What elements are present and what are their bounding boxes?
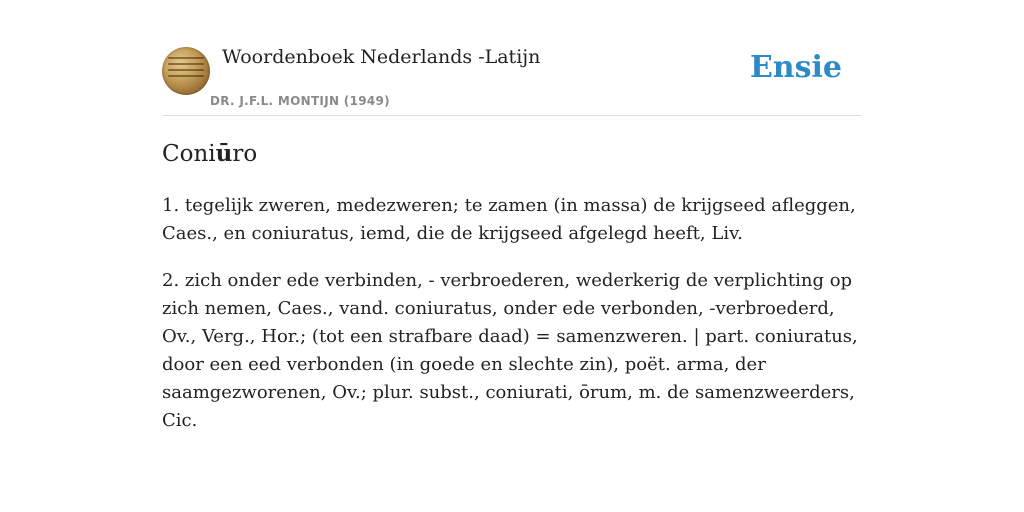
definition-1: 1. tegelijk zweren, medezweren; te zamen (in massa) de krijgseed afleggen, Caes., en coniuratus, iemd, die de krijgseed afgelegd heeft, Liv. [162, 195, 856, 244]
book-author: DR. J.F.L. MONTIJN (1949) [210, 94, 390, 108]
entry-title-end: ro [232, 141, 258, 167]
entry-title-accent: ū [215, 140, 233, 167]
entry-title [162, 140, 257, 167]
logo-inscription [168, 57, 204, 85]
book-title[interactable]: Woordenboek Nederlands -Latijn [222, 46, 541, 68]
ensie-brand-link[interactable]: Ensie [749, 50, 842, 85]
definition-2: 2. zich onder ede verbinden, - verbroederen, wederkerig de verplichting op zich nemen, Caes., vand. coniuratus, onder ede verbonden, -verbroederd, Ov., Verg., Hor.; (tot een strafbare daad) = samenzweren. | part. coniuratus, door een eed verbonden (in goede en slechte zin), poët. arma, der saamgezworenen, Ov.; plur. subst., coniurati, ōrum, m. de samenzweerders, Cic. [162, 270, 858, 431]
dictionary-header [162, 40, 862, 116]
latin-coin-logo-icon[interactable] [162, 47, 210, 95]
entry-title-start: Coni [162, 141, 216, 167]
